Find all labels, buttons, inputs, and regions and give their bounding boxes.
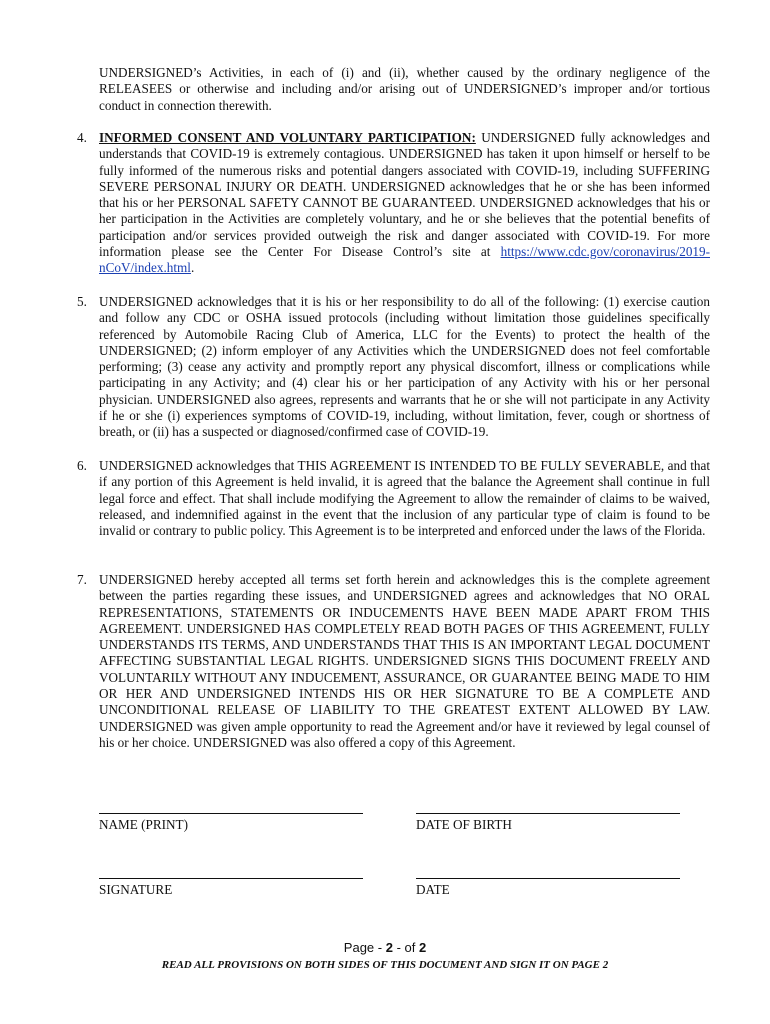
section-text: UNDERSIGNED fully acknowledges and understands that COVID-19 is extremely contagious. UNDERSIGNED has taken it upon himself or herself to be fully informed of the numerous risks and potential dangers associated with COVID-19, including SUFFERING SEVERE PERSONAL INJURY OR DEATH. UNDERSIGNED acknowledges that he or she has been informed that his or her PERSONAL SAFETY CANNOT BE GUARANTEED. UNDERSIGNED acknowledges that his or her participation in the Activities are completely voluntary, and he or she believes that the potential benefits of participation and/or services provided outweigh the risk and danger associated with COVID-19. For more information please see the Center For Disease Control’s site at [99,130,710,260]
section-number: 5. [77,294,87,309]
section-number: 6. [77,458,87,473]
cdc-link[interactable]: https://www.cdc.gov/coronavirus/2019-nCoV/index.html [99,244,710,276]
page-current: 2 [385,940,393,955]
name-print-label: NAME (PRINT) [99,817,189,832]
intro-text: UNDERSIGNED’s Activities, in each of (i) and (ii), whether caused by the ordinary negligence of the RELEASEES or otherwise and including and/or arising out of UNDERSIGNED’s improper and/or tortious conduct in connection therewith. [99,65,710,113]
intro-paragraph [99,65,710,114]
footer-instruction: READ ALL PROVISIONS ON BOTH SIDES OF THIS DOCUMENT AND SIGN IT ON PAGE 2 [161,959,609,971]
section-text: UNDERSIGNED hereby accepted all terms set forth herein and acknowledges this is the complete agreement between the parties regarding these issues, and UNDERSIGNED agrees and acknowledges that NO ORAL REPRESENTATIONS, STATEMENTS OR INDUCEMENTS HAVE BEEN MADE APART FROM THIS AGREEMENT. UNDERSIGNED HAS COMPLETELY READ BOTH PAGES OF THIS AGREEMENT, FULLY UNDERSTANDS ITS TERMS, AND UNDERSTANDS THAT THIS IS AN IMPORTANT LEGAL DOCUMENT AFFECTING SUBSTANTIAL LEGAL RIGHTS. UNDERSIGNED SIGNS THIS DOCUMENT FREELY AND VOLUNTARILY WITHOUT ANY INDUCEMENT, ASSURANCE, OR GUARANTEE BEING MADE TO HIM OR HER AND UNDERSIGNED INTENDS HIS OR HER SIGNATURE TO BE A COMPLETE AND UNCONDITIONAL RELEASE OF LIABILITY TO THE GREATEST EXTENT ALLOWED BY LAW. UNDERSIGNED was given ample opportunity to read the Agreement and/or have it reviewed by legal counsel of his or her choice. UNDERSIGNED was also offered a copy of this Agreement. [99,572,710,750]
date-of-birth-label: DATE OF BIRTH [416,817,512,832]
section-body [99,294,710,441]
signature-line[interactable] [99,878,363,879]
link-period: . [190,260,195,276]
section-text: UNDERSIGNED acknowledges that it is his or her responsibility to do all of the following: (1) exercise caution and follow any CDC or OSHA issued protocols (including without limitation those guidelines specifically referenced by Automobile Racing Club of America, LLC for the Events) to protect the health of the UNDERSIGNED; (2) inform employer of any Activities which the UNDERSIGNED does not feel comfortable performing; (3) cease any activity and promptly report any physical discomfort, illness or complications while participating in any Activity; and (4) clear his or her participation of any Activity with his or her personal physician. UNDERSIGNED also agrees, represents and warrants that he or she will not participate in any Activity if he or she (i) experiences symptoms of COVID-19, including, without limitation, fever, cough or shortness of breath, or (ii) has a suspected or diagnosed/confirmed case of COVID-19. [99,294,710,440]
section-heading: INFORMED CONSENT AND VOLUNTARY PARTICIPATION: [99,130,476,145]
page-total: 2 [418,940,427,955]
section-body [99,572,710,751]
date-label: DATE [416,882,450,897]
section-text: UNDERSIGNED acknowledges that THIS AGREEMENT IS INTENDED TO BE FULLY SEVERABLE, and that if any portion of this Agreement is held invalid, it is agreed that the balance the Agreement shall continue in full legal force and effect. That shall include modifying the Agreement to allow the remainder of claims to be waived, released, and indemnified against in the event that the inclusion of any particular type of claim is found to be invalid or contrary to public policy. This Agreement is to be interpreted and enforced under the laws of the Florida. [99,458,710,539]
page-middle: - of [392,940,419,955]
date-line[interactable] [416,878,680,879]
section-body [99,130,710,277]
name-print-line[interactable] [99,813,363,814]
page-number [0,940,770,956]
signature-label: SIGNATURE [99,882,173,897]
date-of-birth-line[interactable] [416,813,680,814]
section-number: 7. [77,572,87,587]
section-body [99,458,710,539]
page-prefix: Page - [343,940,386,955]
section-number: 4. [77,130,87,145]
